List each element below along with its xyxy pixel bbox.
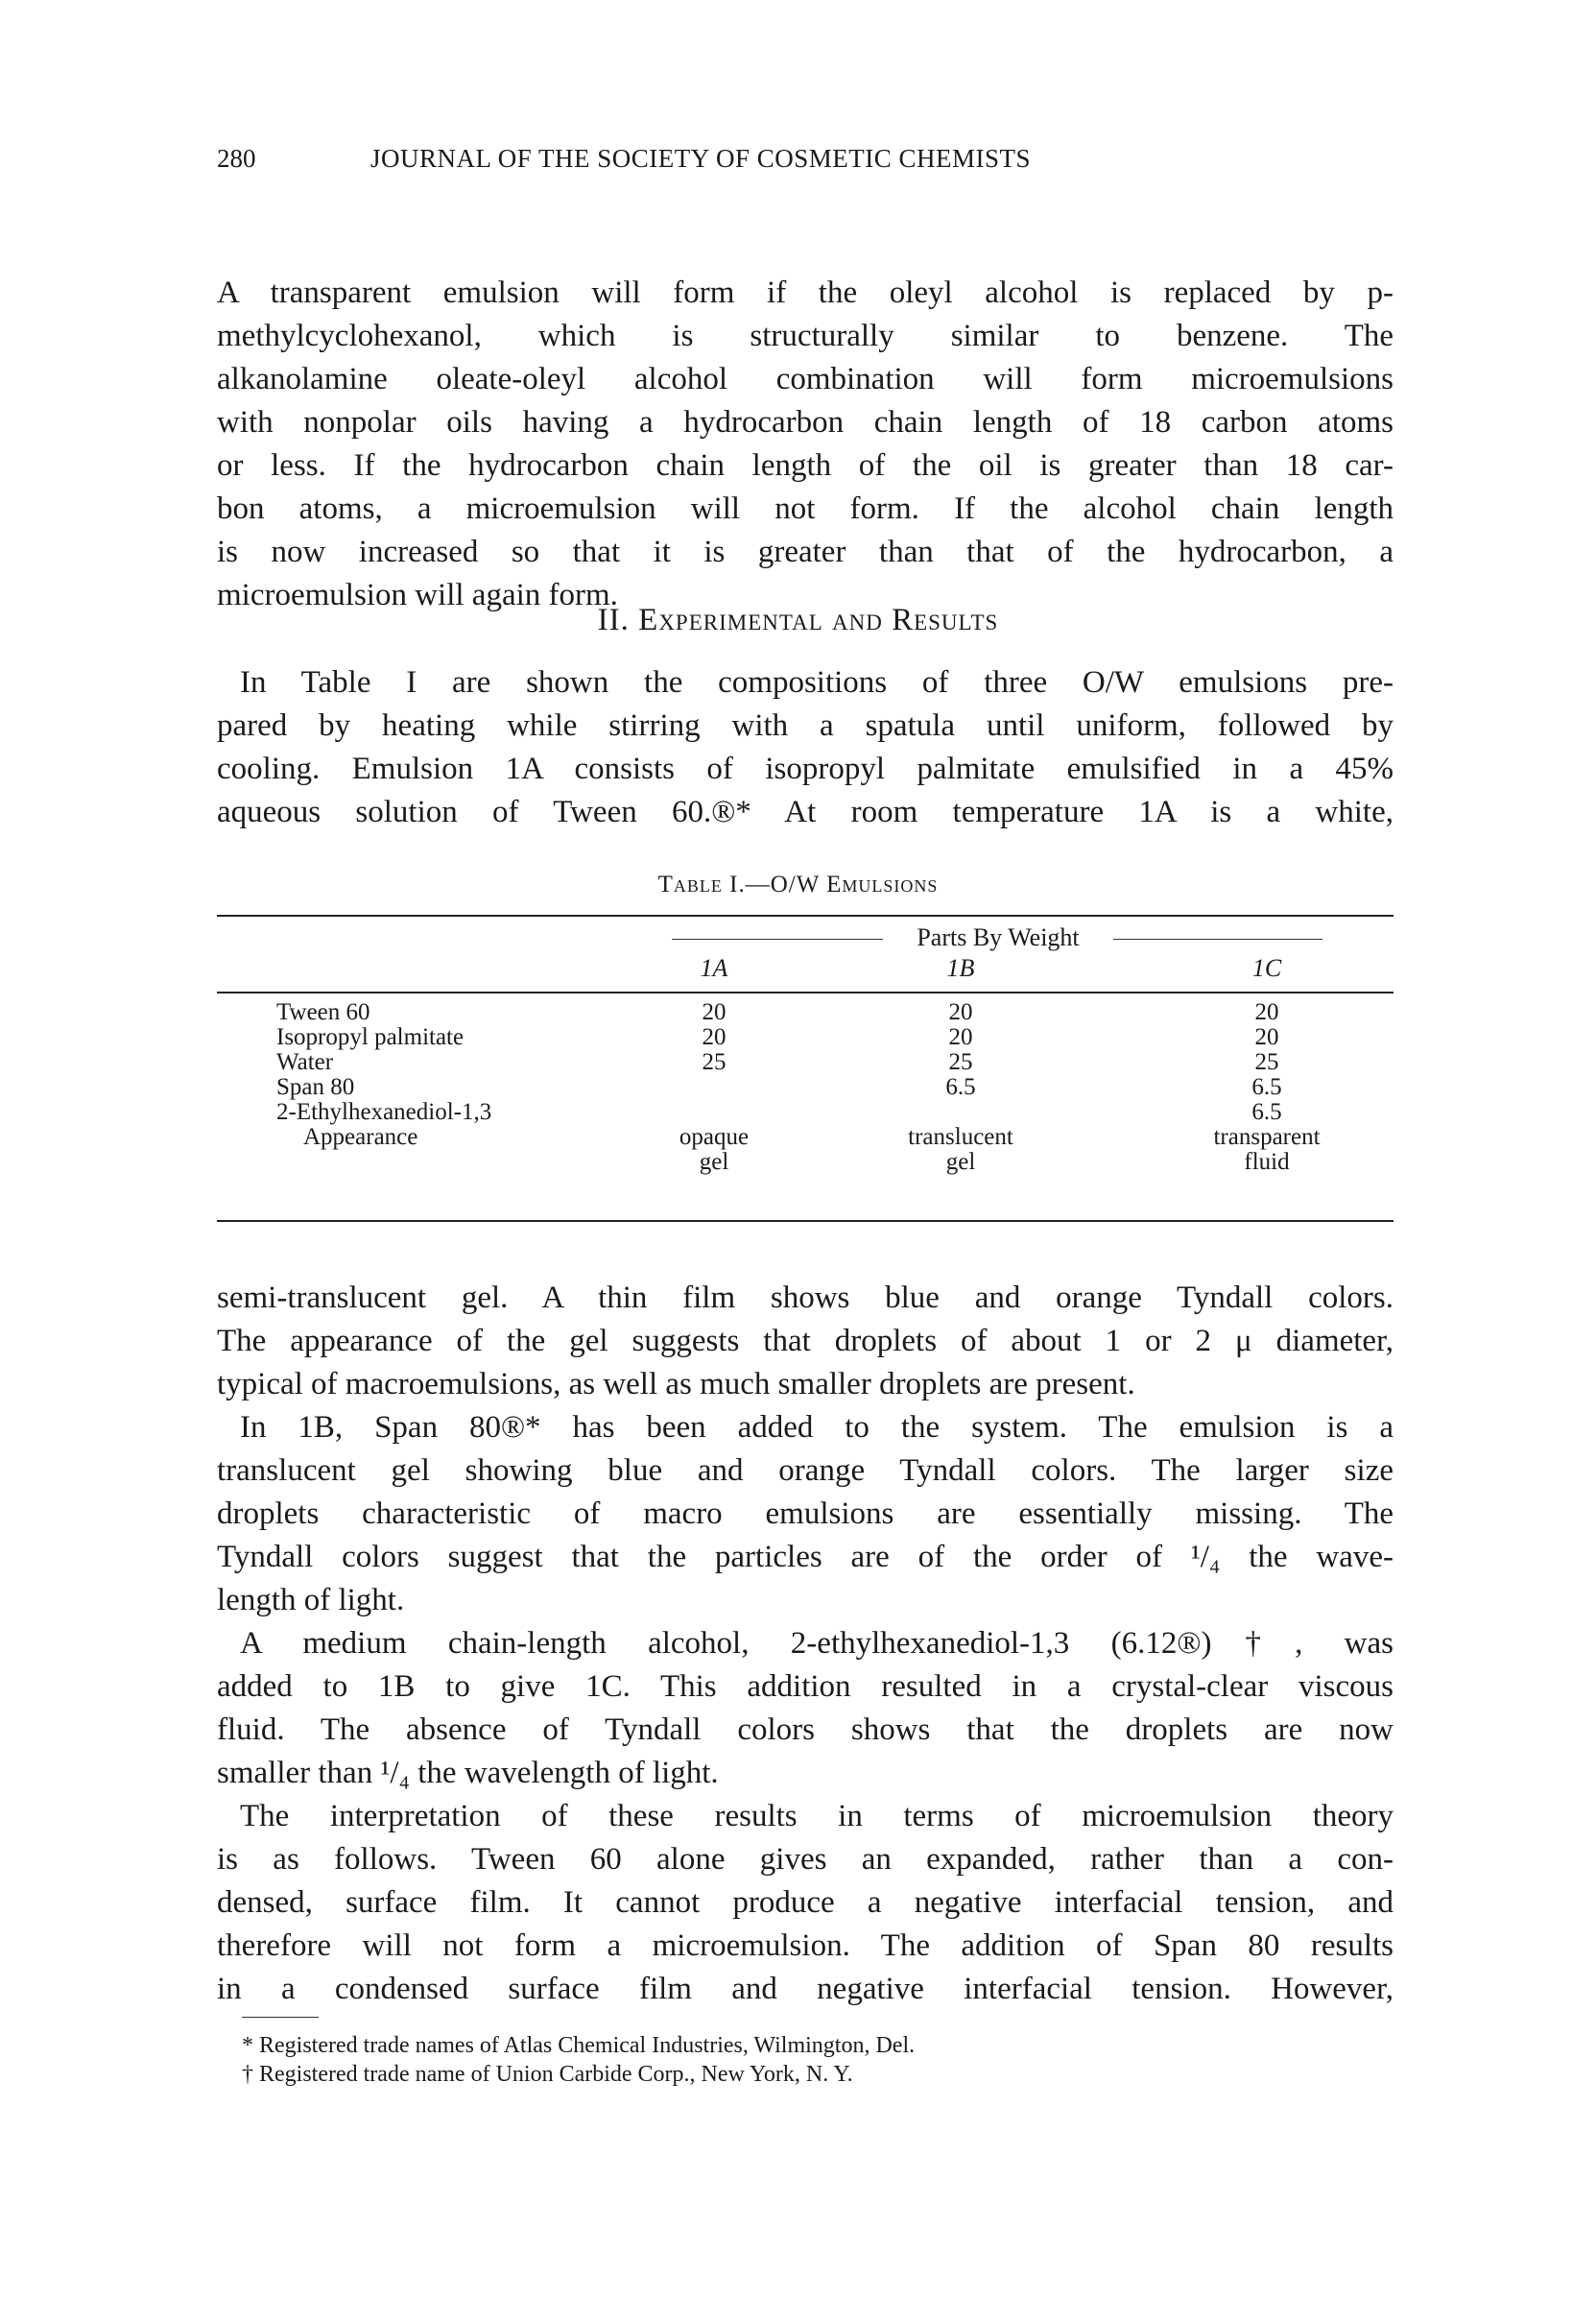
text-line: In 1B, Span 80®* has been added to the system. The emulsion is a bbox=[240, 1410, 1394, 1445]
text-line: A medium chain-length alcohol, 2-ethylhexanediol-1,3 (6.12®)†, was bbox=[240, 1626, 1394, 1661]
column-header-1c: 1C bbox=[1251, 954, 1282, 982]
text-line: pared by heating while stirring with a spatula until uniform, followed by bbox=[217, 708, 1394, 743]
paragraph bbox=[217, 1622, 1394, 1795]
table-cell: 20 bbox=[948, 1024, 973, 1050]
text-line: smaller than ¹/₄ the wavelength of light. bbox=[217, 1756, 719, 1790]
text-line: is now increased so that it is greater than that of the hydrocarbon, a bbox=[217, 535, 1394, 569]
table-bottom-rule bbox=[217, 1220, 1394, 1222]
table-header-rule bbox=[217, 992, 1394, 993]
text-line: added to 1B to give 1C. This addition resulted in a crystal-clear viscous bbox=[217, 1669, 1394, 1704]
section-number: II. bbox=[597, 603, 630, 637]
table-cell: 20 bbox=[1254, 999, 1279, 1025]
text-line: length of light. bbox=[217, 1583, 405, 1617]
table-cell: transparent bbox=[1213, 1124, 1321, 1150]
table-cell: 25 bbox=[1254, 1049, 1279, 1075]
section-title-a: Experimental and bbox=[638, 603, 883, 637]
text-line: bon atoms, a microemulsion will not form. If the alcohol chain length bbox=[217, 491, 1394, 526]
text-line: fluid. The absence of Tyndall colors shows that the droplets are now bbox=[217, 1712, 1394, 1747]
paragraph bbox=[217, 661, 1394, 834]
row-label: Span 80 bbox=[276, 1074, 355, 1100]
table-cell: gel bbox=[945, 1149, 976, 1175]
row-label: Water bbox=[276, 1049, 334, 1075]
paragraph bbox=[217, 1277, 1394, 1406]
column-header-1b: 1B bbox=[946, 954, 975, 982]
text-line: densed, surface film. It cannot produce a negative interfacial tension, and bbox=[217, 1885, 1394, 1920]
paragraph bbox=[217, 272, 1394, 617]
page-number: 280 bbox=[217, 144, 256, 173]
table-top-rule bbox=[217, 915, 1394, 917]
table-cell: 20 bbox=[1254, 1024, 1279, 1050]
text-line: is as follows. Tween 60 alone gives an expanded, rather than a con- bbox=[217, 1842, 1394, 1877]
text-line: methylcyclohexanol, which is structurally similar to benzene. The bbox=[217, 319, 1394, 353]
table-cell: 6.5 bbox=[945, 1074, 976, 1100]
text-line: with nonpolar oils having a hydrocarbon chain length of 18 carbon atoms bbox=[217, 405, 1394, 440]
paragraph bbox=[217, 1795, 1394, 2011]
column-header-1a: 1A bbox=[700, 954, 728, 982]
text-line: translucent gel showing blue and orange Tyndall colors. The larger size bbox=[217, 1453, 1394, 1488]
journal-title: JOURNAL OF THE SOCIETY OF COSMETIC CHEMISTS bbox=[370, 144, 1032, 173]
text-line: A transparent emulsion will form if the oleyl alcohol is replaced by p- bbox=[217, 275, 1394, 310]
footnote-1: * Registered trade names of Atlas Chemical Industries, Wilmington, Del. bbox=[242, 2033, 916, 2058]
text-line: typical of macroemulsions, as well as much smaller droplets are present. bbox=[217, 1367, 1135, 1401]
paragraph bbox=[217, 1406, 1394, 1622]
row-label: Isopropyl palmitate bbox=[276, 1024, 465, 1050]
table-cell: 25 bbox=[702, 1049, 727, 1075]
group-header-label: Parts By Weight bbox=[917, 923, 1080, 951]
text-line: or less. If the hydrocarbon chain length of the oil is greater than 18 car- bbox=[217, 448, 1394, 483]
table-cell: gel bbox=[699, 1149, 729, 1175]
text-line: The interpretation of these results in terms of microemulsion theory bbox=[240, 1799, 1394, 1833]
table-cell: 20 bbox=[948, 999, 973, 1025]
text-line: droplets characteristic of macro emulsions are essentially missing. The bbox=[217, 1496, 1394, 1531]
text-line: alkanolamine oleate-oleyl alcohol combination will form microemulsions bbox=[217, 362, 1394, 396]
text-line: The appearance of the gel suggests that droplets of about 1 or 2 μ diameter, bbox=[217, 1324, 1394, 1358]
table-cell: 20 bbox=[702, 999, 727, 1025]
section-heading bbox=[0, 603, 1596, 638]
text-line: therefore will not form a microemulsion. The addition of Span 80 results bbox=[217, 1928, 1394, 1963]
text-line: cooling. Emulsion 1A consists of isopropyl palmitate emulsified in a 45% bbox=[217, 752, 1394, 786]
row-label: 2-Ethylhexanediol-1,3 bbox=[276, 1099, 492, 1125]
text-line: semi-translucent gel. A thin film shows blue and orange Tyndall colors. bbox=[217, 1281, 1394, 1315]
table-cell: 20 bbox=[702, 1024, 727, 1050]
table-cell: 25 bbox=[948, 1049, 973, 1075]
row-label: Appearance bbox=[303, 1124, 418, 1150]
footnote-rule bbox=[242, 2017, 319, 2018]
text-line: in a condensed surface film and negative interfacial tension. However, bbox=[217, 1972, 1394, 2006]
table-cell: opaque bbox=[679, 1124, 750, 1150]
footnote-2: † Registered trade name of Union Carbide Corp., New York, N. Y. bbox=[242, 2062, 853, 2087]
section-title-b: Results bbox=[892, 603, 999, 637]
table-title: Table I.—O/W Emulsions bbox=[657, 872, 939, 898]
table-cell: 6.5 bbox=[1251, 1074, 1282, 1100]
table-cell: translucent bbox=[908, 1124, 1013, 1150]
text-line: aqueous solution of Tween 60.®* At room temperature 1A is a white, bbox=[217, 795, 1394, 829]
text-line: Tyndall colors suggest that the particles are of the order of ¹/₄ the wave- bbox=[217, 1540, 1394, 1574]
row-label: Tween 60 bbox=[276, 999, 370, 1025]
text-line: In Table I are shown the compositions of three O/W emulsions pre- bbox=[240, 665, 1394, 700]
table-cell: 6.5 bbox=[1251, 1099, 1282, 1125]
table-cell: fluid bbox=[1244, 1149, 1290, 1175]
text-line: microemulsion will again form. bbox=[217, 578, 618, 612]
